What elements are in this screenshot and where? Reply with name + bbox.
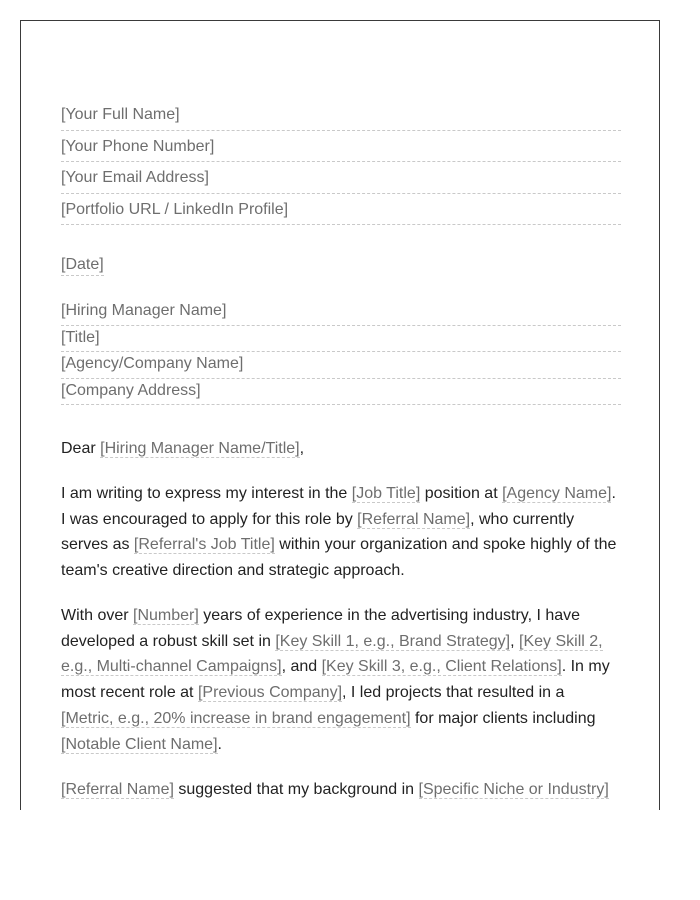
paragraph-intro [61, 481, 621, 584]
key-skill-1-placeholder[interactable]: [Key Skill 1, e.g., Brand Strategy] [275, 632, 511, 650]
p2-text-1: With over [61, 607, 134, 624]
p2-text-2: years of experience in the advertising industry, I have developed a robust skill set in [61, 607, 581, 650]
sender-phone[interactable]: [Your Phone Number] [61, 131, 621, 163]
recipient-company[interactable]: [Agency/Company Name] [61, 352, 621, 379]
referral-name-placeholder[interactable]: [Referral Name] [357, 510, 471, 528]
paragraph-experience [61, 603, 621, 757]
p1-text-3: . I was encouraged to apply for this role by [61, 485, 616, 528]
sender-full-name[interactable]: [Your Full Name] [61, 99, 621, 131]
salutation-comma: , [299, 440, 305, 457]
notable-client-placeholder[interactable]: [Notable Client Name] [61, 735, 218, 753]
letter-date[interactable]: [Date] [61, 255, 104, 276]
p1-text-2: position at [420, 485, 503, 502]
salutation-name[interactable]: [Hiring Manager Name/Title] [100, 440, 300, 457]
agency-name-placeholder[interactable]: [Agency Name] [502, 485, 612, 502]
p3-text-1: suggested that my background in [173, 781, 419, 798]
recipient-name[interactable]: [Hiring Manager Name] [61, 299, 621, 326]
salutation-dear: Dear [61, 440, 101, 457]
p2-text-4: , and [281, 658, 322, 676]
sender-block [61, 99, 621, 225]
p1-text-1: I am writing to express my interest in the [61, 485, 352, 502]
sender-portfolio[interactable]: [Portfolio URL / LinkedIn Profile] [61, 194, 621, 226]
letter-page [20, 20, 660, 810]
specific-niche-placeholder[interactable]: [Specific Niche or Industry] [418, 781, 609, 798]
p2-text-8: . [217, 735, 222, 753]
previous-company-placeholder[interactable]: [Previous Company] [197, 684, 343, 702]
metric-placeholder[interactable]: [Metric, e.g., 20% increase in brand engagement] [61, 709, 411, 727]
p1-text-5: within your organization and spoke highly of the team's creative direction and strategic approach. [61, 536, 617, 580]
p2-text-5: . In my most recent role at [61, 658, 610, 702]
p2-text-3: , [510, 632, 520, 650]
recipient-title[interactable]: [Title] [61, 326, 621, 353]
recipient-block [61, 299, 621, 405]
p1-text-4: , who currently serves as [61, 510, 575, 554]
job-title-placeholder[interactable]: [Job Title] [351, 485, 421, 502]
years-number-placeholder[interactable]: [Number] [133, 607, 199, 624]
p2-text-6: , I led projects that resulted in a [342, 684, 565, 702]
key-skill-2-placeholder[interactable]: [Key Skill 2, e.g., Multi-channel Campaigns] [61, 632, 603, 676]
sender-email[interactable]: [Your Email Address] [61, 162, 621, 194]
referral-job-title-placeholder[interactable]: [Referral's Job Title] [133, 536, 275, 554]
recipient-address[interactable]: [Company Address] [61, 379, 621, 406]
salutation [61, 436, 621, 462]
key-skill-3-placeholder[interactable]: [Key Skill 3, e.g., Client Relations] [321, 658, 562, 676]
paragraph-referral [61, 777, 621, 803]
referral-name-placeholder-2[interactable]: [Referral Name] [61, 781, 174, 798]
p2-text-7: for major clients including [410, 709, 596, 727]
